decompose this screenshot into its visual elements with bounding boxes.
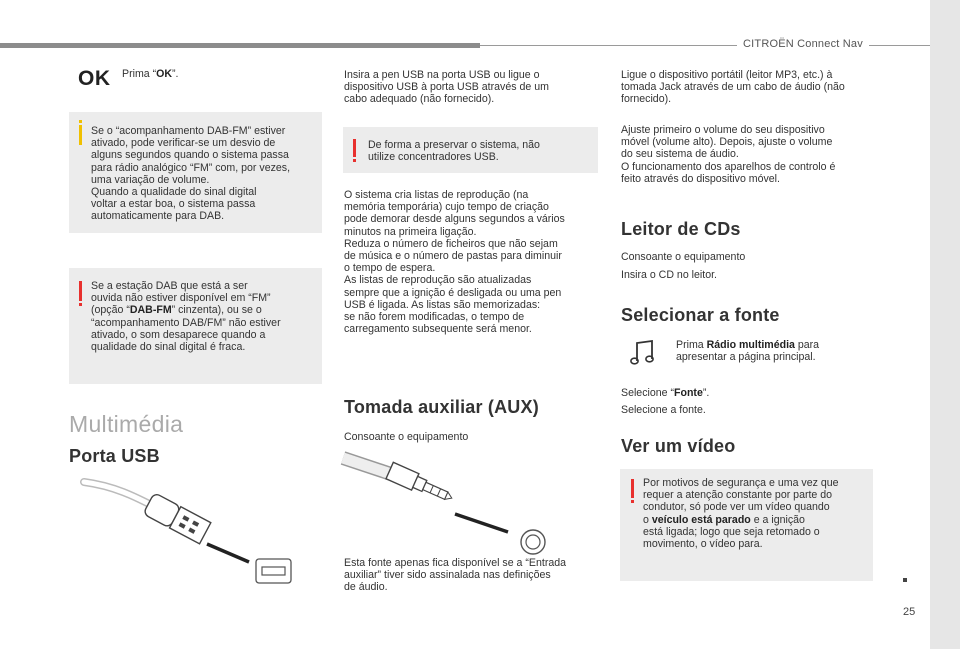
music-note-icon	[630, 339, 656, 367]
info-marker-icon	[79, 125, 82, 145]
usb-connector-icon	[84, 474, 299, 589]
warning-marker-icon	[353, 139, 356, 157]
volume-text: Ajuste primeiro o volume do seu dispositivo móvel (volume alto). Depois, ajuste o volume do seu sistema de áudio. O funcionamento dos aparelhos de controlo é feito através do dispositivo móvel.	[621, 124, 836, 185]
page-number: 25	[903, 606, 916, 618]
aux-equipment-text: Consoante o equipamento	[344, 431, 469, 443]
warning-box-text: Se a estação DAB que está a ser ouvida não estiver disponível em “FM” (opção “DAB-FM” cinzenta), ou se o “acompanhamento DAB/FM” não estiver ativado, o som desaparece quando a qualidade do sinal digital é fraca.	[91, 280, 281, 354]
aux-note-text: Esta fonte apenas fica disponível se a “Entrada auxiliar” tiver sido assinalada nas definições de áudio.	[344, 557, 567, 594]
heading-select-source: Selecionar a fonte	[621, 305, 780, 325]
heading-watch-video: Ver um vídeo	[621, 436, 736, 456]
source-select2-text: Selecione a fonte.	[621, 404, 706, 416]
source-select-text: Selecione “Fonte”.	[621, 387, 710, 399]
warning-marker-icon	[79, 281, 82, 301]
audio-jack-icon	[343, 452, 553, 562]
info-box-text: Se o “acompanhamento DAB-FM” estiver ativado, pode verificar-se um desvio de alguns segundos quando o sistema passa para rádio analógico “FM” com, por vezes, uma variação de volume. Quando a qualidade do sinal digital voltar a estar boa, o sistema passa automaticamente para DAB.	[91, 125, 291, 223]
ok-icon: OK	[78, 67, 111, 90]
usb-intro-text: Insira a pen USB na porta USB ou ligue o dispositivo USB à porta USB através de um cabo adequado (não fornecido).	[344, 69, 549, 106]
section-title-multimedia: Multimédia	[69, 411, 184, 437]
ok-instruction: Prima “OK”.	[122, 68, 179, 80]
source-press-text: Prima Rádio multimédia para apresentar a página principal.	[676, 339, 820, 364]
header-brand: CITROËN Connect Nav	[737, 38, 869, 50]
cd-equipment-text: Consoante o equipamento	[621, 251, 746, 263]
video-warning-text: Por motivos de segurança e uma vez que requer a atenção constante por parte do condutor, só pode ver um vídeo quando o veículo está parado e a ignição está ligada; logo que seja retomado o movimento, o vídeo para.	[643, 477, 839, 551]
connect-device-text: Ligue o dispositivo portátil (leitor MP3, etc.) à tomada Jack através de um cabo de áudio (não fornecido).	[621, 69, 845, 106]
warning-usb-text: De forma a preservar o sistema, não utilize concentradores USB.	[368, 139, 540, 164]
heading-aux: Tomada auxiliar (AUX)	[344, 397, 539, 417]
heading-cd-player: Leitor de CDs	[621, 219, 741, 239]
warning-marker-icon	[631, 479, 634, 498]
page-margin-strip	[930, 0, 960, 649]
cd-insert-text: Insira o CD no leitor.	[621, 269, 717, 281]
playlist-text: O sistema cria listas de reprodução (na memória temporária) cujo tempo de criação pode demorar desde alguns segundos a vários minutos na primeira ligação. Reduza o número de ficheiros que não sejam de música e o número de pastas para diminuir o tempo de espera. As listas de reprodução são atualizadas sempre que a ignição é desligada ou uma pen USB é ligada. As listas são memorizadas: se não forem modificadas, o tempo de carregamento subsequente será menor.	[344, 189, 565, 336]
heading-usb-port: Porta USB	[69, 446, 160, 466]
continuation-marker	[903, 578, 907, 582]
header-rule	[0, 43, 480, 48]
